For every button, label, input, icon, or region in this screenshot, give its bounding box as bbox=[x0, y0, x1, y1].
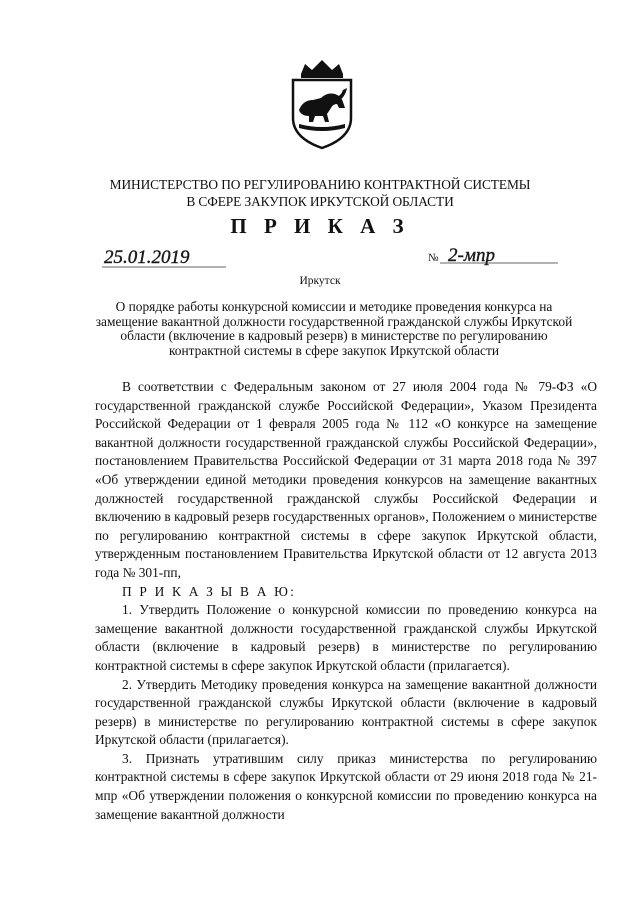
preamble-paragraph: В соответствии с Федеральным законом от 27 июля 2004 года № 79-ФЗ «О государственной гражданской службе Российской Федерации», Указом Президента Российской Федерации от 1 февраля 2005 года № 112 «О конкурсе на замещение вакантной должности государственной гражданской службы Российской Федерации», постановлением Правительства Российской Федерации от 31 марта 2018 года № 397 «Об утверждении единой методики проведения конкурсов на замещение вакантных должностей государственной гражданской службы Российской Федерации и включению в кадровый резерв государственных органов», Положением о министерстве по регулированию контрактной системы в сфере закупок Иркутской области, утвержденным постановлением Правительства Иркутской области от 12 августа 2013 года № 301-пп, bbox=[95, 379, 597, 580]
item-2: 2. Утвердить Методику проведения конкурса на замещение вакантной должности государственной гражданской службы Иркутской области (включение в кадровый резерв) в министерстве по регулированию контрактной системы в сфере закупок Иркутской области (прилагается). bbox=[95, 676, 597, 748]
item-3: 3. Признать утратившим силу приказ министерства по регулированию контрактной системы в сфере закупок Иркутской области от 29 июня 2018 года № 21-мпр «Об утверждении положения о конкурсной комиссии по проведению конкурса на замещение вакантной должности bbox=[95, 750, 597, 822]
item-1: 1. Утвердить Положение о конкурсной комиссии по проведению конкурса на замещение вакантной должности государственной гражданской службы Иркутской области (включение в кадровый резерв) в министерстве по регулированию контрактной системы в сфере закупок Иркутской области (прилагается). bbox=[95, 602, 597, 673]
city: Иркутск bbox=[299, 275, 341, 287]
handwritten-date bbox=[100, 243, 228, 273]
ministry-line-2: В СФЕРЕ ЗАКУПОК ИРКУТСКОЙ ОБЛАСТИ bbox=[186, 194, 454, 209]
order-body bbox=[95, 378, 597, 824]
ministry-name bbox=[60, 176, 580, 210]
coat-of-arms-icon bbox=[287, 58, 357, 150]
number-sign: № bbox=[428, 252, 439, 264]
handwritten-number bbox=[440, 243, 558, 273]
document-number bbox=[428, 243, 558, 273]
number-text: 2-мпр bbox=[448, 245, 495, 266]
date-text: 25.01.2019 bbox=[104, 247, 190, 268]
document-type-title: П Р И К А З bbox=[230, 214, 410, 238]
ministry-line-1: МИНИСТЕРСТВО ПО РЕГУЛИРОВАНИЮ КОНТРАКТНОЙ СИСТЕМЫ bbox=[109, 177, 531, 192]
decree-word: П Р И К А З Ы В А Ю: bbox=[122, 583, 296, 599]
order-subject: О порядке работы конкурсной комиссии и методике проведения конкурса на замещение вакантной должности государственной гражданской службы Иркутской области (включение в кадровый резерв) в министерстве по регулированию контрактной системы в сфере закупок Иркутской области bbox=[95, 299, 573, 358]
